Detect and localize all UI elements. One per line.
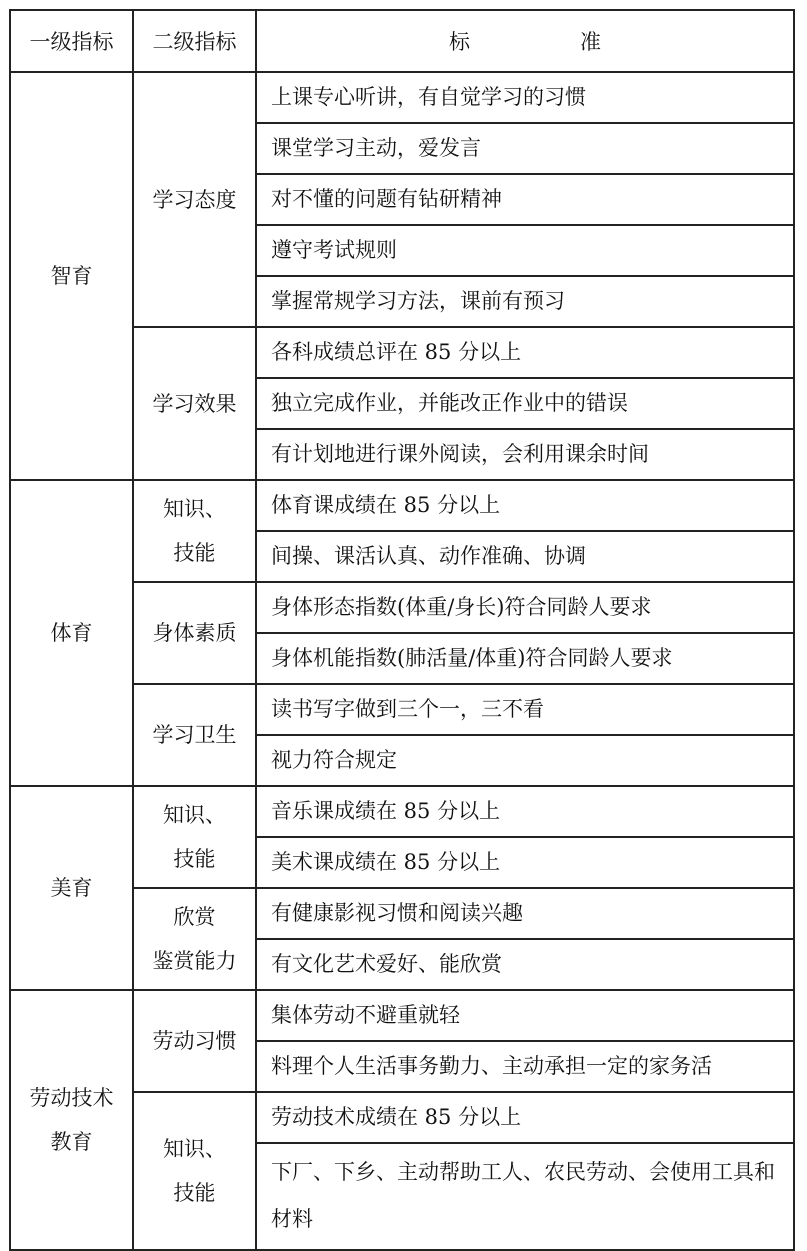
header-standard-char2: 准 <box>580 30 601 54</box>
standard-cell: 下厂、下乡、主动帮助工人、农民劳动、会使用工具和材料 <box>256 1143 794 1250</box>
level2-indicator-text: 学习卫生 <box>152 723 237 747</box>
level1-indicator <box>10 72 133 480</box>
level2-indicator <box>133 990 256 1092</box>
standard-cell: 身体形态指数(体重/身长)符合同龄人要求 <box>256 582 794 633</box>
table-row <box>10 72 794 123</box>
level2-indicator-text: 技能 <box>173 847 216 871</box>
standard-cell: 课堂学习主动，爱发言 <box>256 123 794 174</box>
header-standard <box>256 10 794 72</box>
level1-indicator-text: 智育 <box>50 264 93 288</box>
level2-indicator-text: 技能 <box>173 541 216 565</box>
level1-indicator <box>10 786 133 990</box>
standard-cell: 音乐课成绩在 85 分以上 <box>256 786 794 837</box>
standard-cell: 集体劳动不避重就轻 <box>256 990 794 1041</box>
level1-indicator-text: 劳动技术 <box>29 1086 114 1110</box>
header-level1: 一级指标 <box>10 10 133 72</box>
standard-cell: 掌握常规学习方法，课前有预习 <box>256 276 794 327</box>
level2-indicator-text: 劳动习惯 <box>152 1029 237 1053</box>
level1-indicator <box>10 480 133 786</box>
table-body <box>10 72 794 1250</box>
evaluation-table-container <box>9 9 795 1251</box>
standard-cell: 有文化艺术爱好、能欣赏 <box>256 939 794 990</box>
level2-indicator-text: 知识、 <box>163 1137 226 1161</box>
standard-cell: 美术课成绩在 85 分以上 <box>256 837 794 888</box>
level2-indicator <box>133 480 256 582</box>
standard-cell: 各科成绩总评在 85 分以上 <box>256 327 794 378</box>
header-row <box>10 10 794 72</box>
level2-indicator <box>133 888 256 990</box>
level2-indicator <box>133 684 256 786</box>
evaluation-table <box>9 9 795 1251</box>
standard-cell: 遵守考试规则 <box>256 225 794 276</box>
standard-cell: 有健康影视习惯和阅读兴趣 <box>256 888 794 939</box>
level2-indicator-text: 身体素质 <box>152 621 237 645</box>
level2-indicator-text: 学习效果 <box>152 391 237 416</box>
level2-indicator <box>133 582 256 684</box>
level1-indicator-text: 美育 <box>50 876 93 900</box>
table-row <box>10 786 794 837</box>
standard-cell: 视力符合规定 <box>256 735 794 786</box>
level2-indicator <box>133 327 256 480</box>
level2-indicator-text: 知识、 <box>163 497 226 521</box>
standard-cell: 劳动技术成绩在 85 分以上 <box>256 1092 794 1143</box>
level2-indicator <box>133 786 256 888</box>
header-level2: 二级指标 <box>133 10 256 72</box>
header-standard-char1: 标 <box>449 30 470 54</box>
level2-indicator-text: 欣赏 <box>173 905 216 929</box>
level1-indicator-text: 教育 <box>50 1130 93 1154</box>
level2-indicator <box>133 72 256 327</box>
level2-indicator-text: 技能 <box>173 1181 216 1205</box>
table-row <box>10 480 794 531</box>
standard-cell: 独立完成作业，并能改正作业中的错误 <box>256 378 794 429</box>
standard-cell: 身体机能指数(肺活量/体重)符合同龄人要求 <box>256 633 794 684</box>
level2-indicator <box>133 1092 256 1250</box>
level2-indicator-text: 知识、 <box>163 803 226 827</box>
table-row <box>10 990 794 1041</box>
standard-cell: 间操、课活认真、动作准确、协调 <box>256 531 794 582</box>
level2-indicator-text: 学习态度 <box>152 187 237 212</box>
level1-indicator-text: 体育 <box>50 621 93 645</box>
standard-cell: 读书写字做到三个一，三不看 <box>256 684 794 735</box>
level1-indicator <box>10 990 133 1250</box>
standard-cell: 有计划地进行课外阅读，会利用课余时间 <box>256 429 794 480</box>
standard-cell: 料理个人生活事务勤力、主动承担一定的家务活 <box>256 1041 794 1092</box>
standard-cell: 对不懂的问题有钻研精神 <box>256 174 794 225</box>
standard-cell: 体育课成绩在 85 分以上 <box>256 480 794 531</box>
level2-indicator-text: 鉴赏能力 <box>152 949 237 973</box>
standard-cell: 上课专心听讲，有自觉学习的习惯 <box>256 72 794 123</box>
